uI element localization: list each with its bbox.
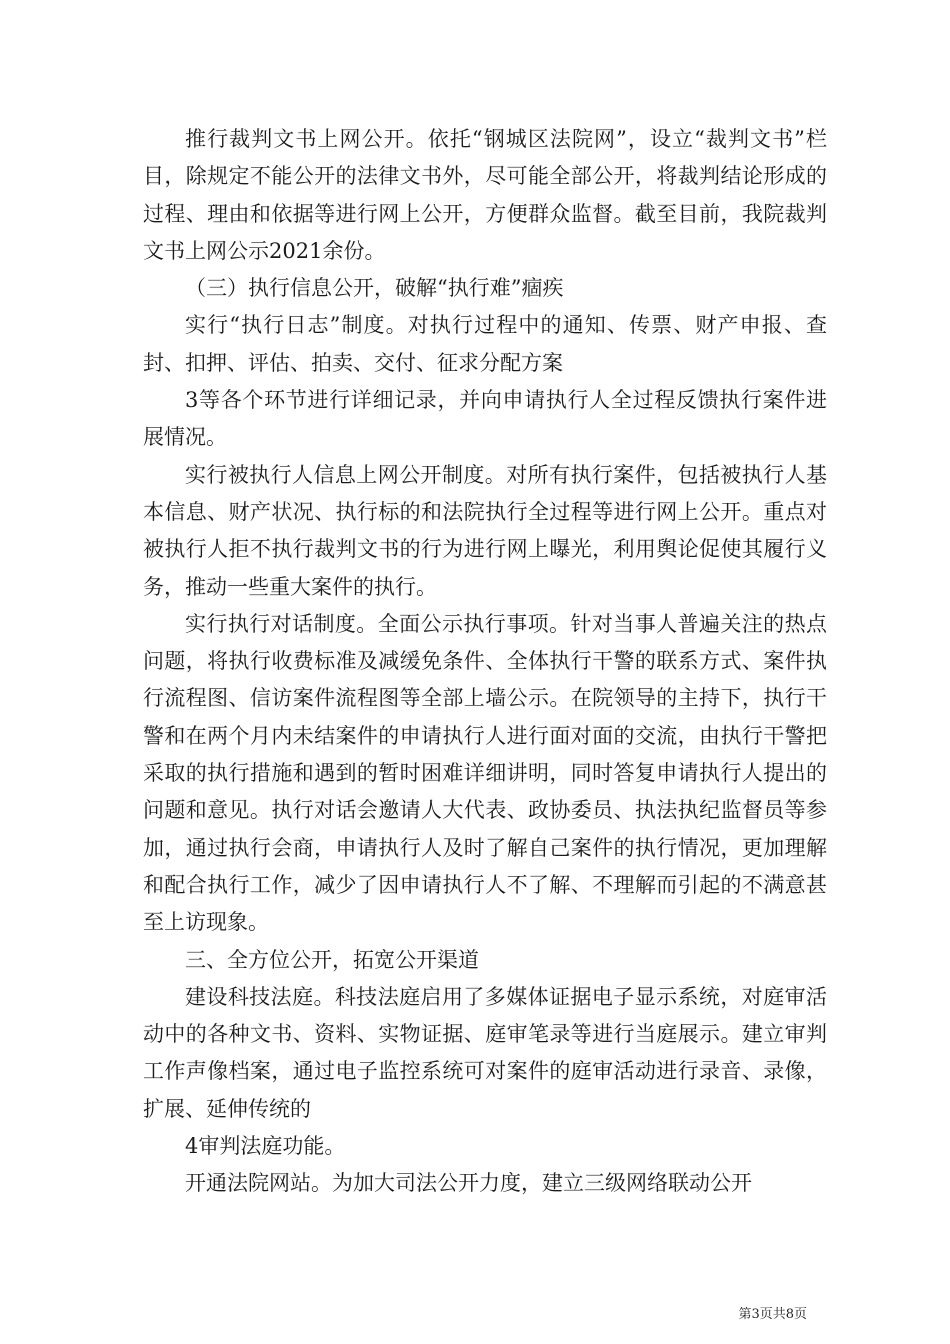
- body-text: [143, 121, 827, 1203]
- page-number-footer: 第3页共8页: [738, 1307, 807, 1322]
- paragraph-2: 实行“执行日志”制度。对执行过程中的通知、传票、财产申报、查封、扣押、评估、拍卖、交付、征求分配方案: [143, 313, 827, 375]
- paragraph-7: 4审判法庭功能。: [185, 1134, 346, 1159]
- paragraph-4: 实行被执行人信息上网公开制度。对所有执行案件，包括被执行人基本信息、财产状况、执行标的和法院执行全过程等进行网上公开。重点对被执行人拒不执行裁判文书的行为进行网上曝光，利用舆论促使其履行义务，推动一些重大案件的执行。: [143, 462, 827, 599]
- paragraph-6: 建设科技法庭。科技法庭启用了多媒体证据电子显示系统，对庭审活动中的各种文书、资料、实物证据、庭审笔录等进行当庭展示。建立审判工作声像档案，通过电子监控系统可对案件的庭审活动进行录音、录像，扩展、延伸传统的: [143, 984, 827, 1121]
- paragraph-5: 实行执行对话制度。全面公示执行事项。针对当事人普遍关注的热点问题，将执行收费标准及减缓免条件、全体执行干警的联系方式、案件执行流程图、信访案件流程图等全部上墙公示。在院领导的主持下，执行干警和在两个月内未结案件的申请执行人进行面对面的交流，由执行干警把采取的执行措施和遇到的暂时困难详细讲明，同时答复申请执行人提出的问题和意见。执行对话会邀请人大代表、政协委员、执法执纪监督员等参加，通过执行会商，申请执行人及时了解自己案件的执行情况，更加理解和配合执行工作，减少了因申请执行人不了解、不理解而引起的不满意甚至上访现象。: [143, 611, 827, 935]
- section-heading-three: 三、全方位公开，拓宽公开渠道: [185, 947, 479, 972]
- section-heading-3: （三）执行信息公开，破解“执行难”痼疾: [185, 276, 564, 301]
- paragraph-3: 3等各个环节进行详细记录，并向申请执行人全过程反馈执行案件进展情况。: [143, 388, 827, 450]
- paragraph-8: 开通法院网站。为加大司法公开力度，建立三级网络联动公开: [185, 1171, 752, 1196]
- paragraph-1: 推行裁判文书上网公开。依托“钢城区法院网”，设立“裁判文书”栏目，除规定不能公开的法律文书外，尽可能全部公开，将裁判结论形成的过程、理由和依据等进行网上公开，方便群众监督。截至目前，我院裁判文书上网公示2021余份。: [143, 127, 827, 263]
